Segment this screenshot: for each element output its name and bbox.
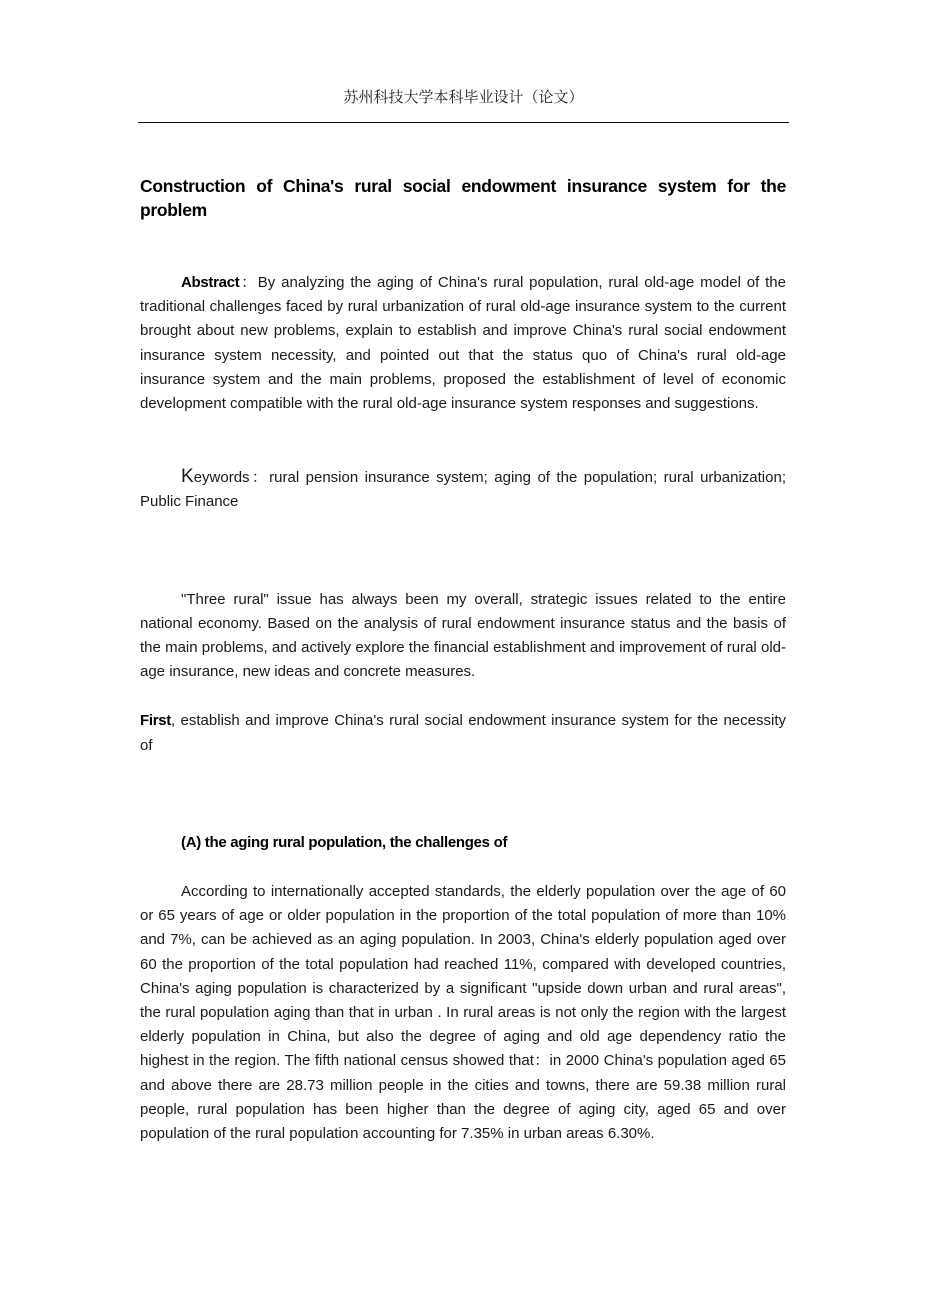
first-text: , establish and improve China's rural social endowment insurance system for the necessity of <box>140 712 786 754</box>
keywords-text: rural pension insurance system; aging of the population; rural urbanization; Public Finance <box>140 469 786 511</box>
header-rule <box>138 122 789 123</box>
abstract-text: By analyzing the aging of China's rural population, rural old-age model of the traditional challenges faced by rural urbanization of rural old-age insurance system to the current brought about new problems, explain to establish and improve China's rural social endowment insurance system necessity, and pointed out that the status quo of China's rural old-age insurance system and the main problems, proposed the establishment of level of economic development compatible with the rural old-age insurance system responses and suggestions. <box>140 274 786 413</box>
keywords-label-rest: eywords <box>193 469 250 487</box>
first-label: First <box>140 712 172 730</box>
keywords-paragraph <box>140 465 786 514</box>
paper-title: Construction of China's rural social endowment insurance system for the problem <box>140 176 786 220</box>
abstract-separator: ： <box>239 274 258 291</box>
page-header: 苏州科技大学本科毕业设计（论文） <box>343 88 584 106</box>
abstract-paragraph <box>140 271 786 416</box>
section-a-paragraph: According to internationally accepted standards, the elderly population over the age of 60 or 65 years of age or older population in the proportion of the total population of more than 10% and 7%, can be achieved as an aging population. In 2003, China's elderly population aged over 60 the proportion of the total population had reached 11%, compared with developed countries, China's aging population is characterized by a significant "upside down urban and rural areas", the rural population aging than that in urban . In rural areas is not only the region with the largest elderly population in China, but also the degree of aging and old age dependency ratio the highest in the region. The fifth national census showed that：in 2000 China's population aged 65 and above there are 28.73 million people in the cities and towns, there are 59.38 million rural people, rural population has been higher than the degree of aging city, aged 65 and over population of the rural population accounting for 7.35% in urban areas 6.30%. <box>140 883 786 1143</box>
keywords-label-initial: K <box>181 466 194 488</box>
first-section-paragraph <box>140 709 786 757</box>
section-a-heading: (A) the aging rural population, the challenges of <box>181 833 508 851</box>
keywords-separator: ： <box>249 469 270 487</box>
paper-body <box>140 174 786 1146</box>
intro-paragraph: "Three rural" issue has always been my overall, strategic issues related to the entire national economy. Based on the analysis of rural endowment insurance status and the basis of the main problems, and actively explore the financial establishment and improvement of rural old-age insurance, new ideas and concrete measures. <box>140 590 786 681</box>
abstract-label: Abstract <box>181 274 240 291</box>
